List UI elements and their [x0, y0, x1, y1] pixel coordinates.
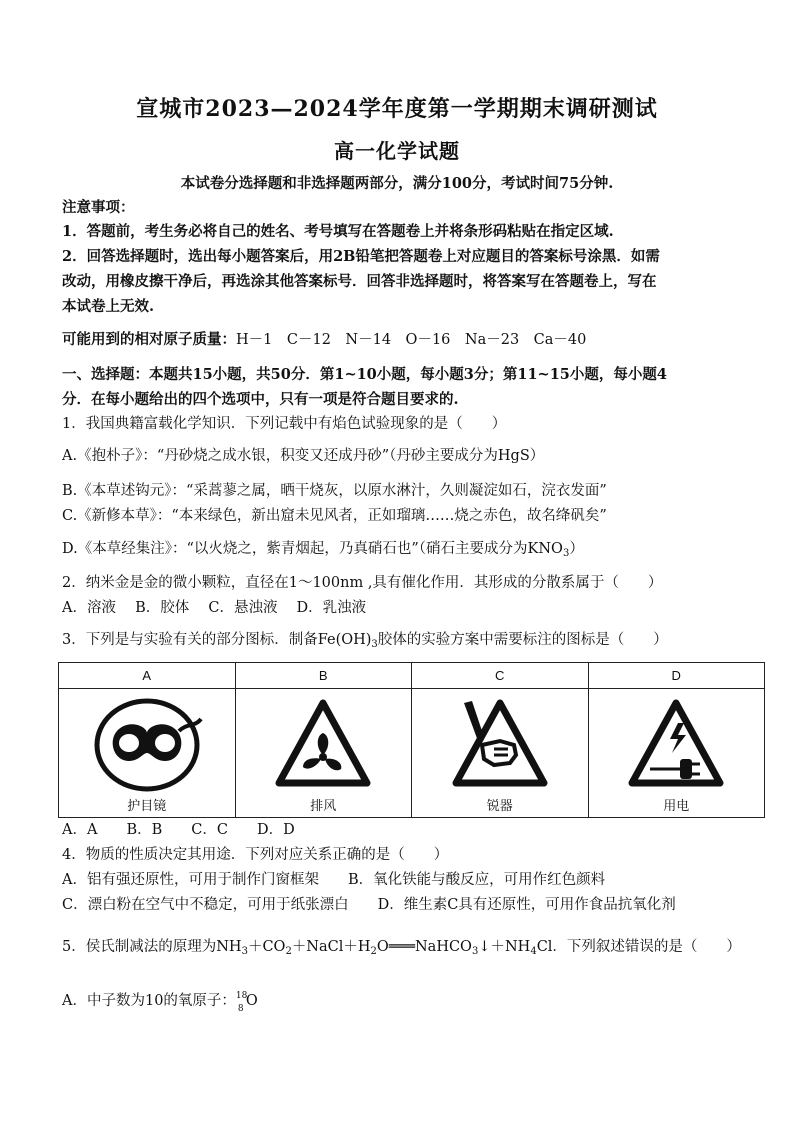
q3-cell-b	[235, 689, 412, 818]
q5-isotope	[235, 990, 248, 1014]
q4-stem: 4．物质的性质决定其用途．下列对应关系正确的是（ ）	[62, 847, 449, 863]
q1-option-d-end: ）	[569, 541, 584, 557]
q5-isotope-symbol: O	[245, 993, 258, 1009]
q3-cell-d	[588, 689, 765, 818]
ventilation-fan-icon	[273, 697, 373, 793]
atomic-masses	[62, 330, 586, 350]
exam-intro: 本试卷分选择题和非选择题两部分，满分100分，考试时间75分钟.	[180, 175, 614, 192]
section-1-line-2: 分．在每小题给出的四个选项中，只有一项是符合题目要求的.	[62, 391, 459, 408]
q5-eq-sub-5: 4	[530, 946, 537, 957]
q1-option-c: C.《新修本草》：“本来绿色，新出窟未见风者，正如瑠璃……烧之赤色，故名绛矾矣”	[62, 508, 607, 524]
note-1: 1．答题前，考生务必将自己的姓名、考号填写在答题卷上并将条形码粘贴在指定区域.	[62, 223, 614, 240]
q3-table-header-row	[59, 663, 765, 689]
q5-stem-text: 5．侯氏制减法的原理为	[62, 939, 217, 955]
note-2-line-2: 改动，用橡皮擦干净后，再选涂其他答案标号．回答非选择题时，将答案写在答题卷上，写在	[62, 273, 657, 290]
q5-option-a-text: A．中子数为10的氧原子：	[62, 993, 236, 1009]
q3-icon-table	[58, 662, 765, 818]
q5-eq-nh3: NH	[216, 939, 242, 955]
q3-header-a: A	[59, 663, 236, 689]
notes-heading: 注意事项：	[62, 199, 135, 216]
q5-eq-arrow: O═══NaHCO	[376, 939, 472, 955]
atomic-masses-label: 可能用到的相对原子质量：	[62, 331, 236, 348]
q1-option-b: B.《本草述钩元》：“采蒿蓼之属，晒干烧灰，以原水淋汁，久则凝淀如石，浣衣发面”	[62, 483, 607, 499]
q5-isotope-mass: 18	[235, 991, 248, 1001]
exam-subtitle: 高一化学试题	[334, 139, 460, 163]
q1-option-d-sub: 3	[562, 548, 570, 559]
q3-caption-b: 排风	[310, 799, 337, 814]
q3-cell-a	[59, 689, 236, 818]
q2-options: A．溶液 B．胶体 C．悬浊液 D．乳浊液	[62, 600, 367, 616]
q5-stem	[62, 937, 741, 957]
q3-header-d: D	[588, 663, 765, 689]
q3-cell-c	[412, 689, 589, 818]
atomic-masses-values: H－1 C－12 N－14 O－16 Na－23 Ca－40	[236, 332, 587, 348]
q1-stem: 1．我国典籍富载化学知识．下列记载中有焰色试验现象的是（ ）	[62, 416, 507, 432]
q3-caption-d: 用电	[663, 799, 690, 814]
q1-option-d-text: D.《本草经集注》：“以火烧之，紫青烟起，乃真硝石也”（硝石主要成分为KNO	[62, 541, 563, 557]
sharp-object-icon	[450, 697, 550, 793]
q3-stem-text: 3．下列是与实验有关的部分图标．制备Fe(OH)	[62, 632, 372, 648]
q3-stem	[62, 630, 668, 650]
q3-stem-sub: 3	[371, 639, 378, 650]
q3-options: A．A B．B C．C D．D	[62, 822, 295, 838]
q5-eq-sub-3: 2	[370, 946, 377, 957]
section-1-line-1: 一、选择题：本题共15小题，共50分．第1~10小题，每小题3分；第11~15小题，每小题4	[62, 366, 667, 383]
q5-eq-sub-1: 3	[241, 946, 248, 957]
q5-option-a	[62, 990, 258, 1014]
q5-eq-co2: ＋CO	[247, 939, 286, 955]
q3-caption-c: 锐器	[486, 799, 513, 814]
q5-eq-nh4: ↓＋NH	[478, 939, 531, 955]
q5-isotope-number: 8	[237, 1004, 244, 1014]
q1-option-d	[62, 539, 584, 559]
goggles-icon	[91, 697, 203, 793]
q3-table-icon-row	[59, 689, 765, 818]
q3-caption-a: 护目镜	[127, 799, 167, 814]
q3-stem-end: 胶体的实验方案中需要标注的图标是（ ）	[377, 632, 668, 648]
q4-options-cd: C．漂白粉在空气中不稳定，可用于纸张漂白 D．维生素C具有还原性，可用作食品抗氧化剂	[62, 897, 676, 913]
note-2-line-1: 2．回答选择题时，选出每小题答案后，用2B铅笔把答题卷上对应题目的答案标号涂黑．如需	[62, 248, 660, 265]
q2-stem: 2．纳米金是金的微小颗粒，直径在1～100nm ,具有催化作用．其形成的分散系属于（ ）	[62, 575, 663, 591]
electricity-icon	[626, 697, 726, 793]
note-2-line-3: 本试卷上无效.	[62, 298, 155, 315]
q5-stem-end: Cl．下列叙述错误的是（ ）	[536, 939, 741, 955]
q1-option-a: A.《抱朴子》：“丹砂烧之成水银，积变又还成丹砂”（丹砂主要成分为HgS）	[62, 448, 545, 464]
q5-eq-nacl: ＋NaCl＋H	[291, 939, 371, 955]
q4-options-ab: A．铝有强还原性，可用于制作门窗框架 B．氧化铁能与酸反应，可用作红色颜料	[62, 872, 606, 888]
exam-title: 宣城市2023—2024学年度第一学期期末调研测试	[136, 96, 658, 122]
q5-eq-sub-4: 3	[471, 946, 479, 957]
q3-header-c: C	[412, 663, 589, 689]
q3-header-b: B	[235, 663, 412, 689]
q5-eq-sub-2: 2	[285, 946, 292, 957]
